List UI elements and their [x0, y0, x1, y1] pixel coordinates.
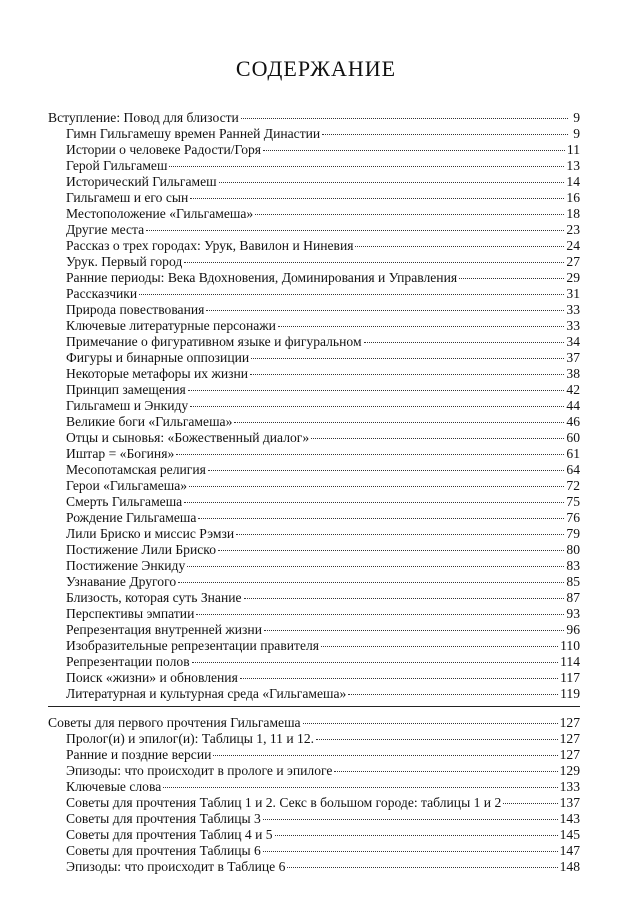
toc-entry-label: Советы для прочтения Таблиц 1 и 2. Секс в большом городе: таблицы 1 и 2 — [66, 795, 502, 810]
toc-page-number: 44 — [566, 398, 580, 413]
dot-leader — [176, 454, 564, 455]
dot-leader — [187, 566, 564, 567]
dot-leader — [355, 246, 564, 247]
dot-leader — [189, 486, 564, 487]
toc-entry-label: Постижение Лили Бриско — [66, 542, 217, 557]
toc-entry-label: Советы для прочтения Таблицы 3 — [66, 811, 261, 826]
toc-entry[interactable] — [0, 158, 632, 174]
toc-entry-label: Ключевые литературные персонажи — [66, 318, 276, 333]
toc-entry-label: Ранние периоды: Века Вдохновения, Доминирования и Управления — [66, 270, 458, 285]
dot-leader — [218, 550, 564, 551]
toc-entry[interactable] — [0, 747, 632, 763]
toc-page-number: 16 — [566, 190, 580, 205]
toc-entry-label: Гимн Гильгамешу времен Ранней Династии — [66, 126, 321, 141]
toc-entry-label: Советы для прочтения Таблицы 6 — [66, 843, 261, 858]
toc-entry-label: Рассказ о трех городах: Урук, Вавилон и Ниневия — [66, 238, 354, 253]
toc-entry-label: Эпизоды: что происходит в Таблице 6 — [66, 859, 286, 874]
toc-entry[interactable] — [0, 590, 632, 606]
toc-entry-label: Фигуры и бинарные оппозиции — [66, 350, 250, 365]
toc-page-number: 14 — [566, 174, 580, 189]
dot-leader — [255, 214, 564, 215]
toc-entry-label: Некоторые метафоры их жизни — [66, 366, 249, 381]
toc-entry[interactable] — [0, 811, 632, 827]
toc-entry-label: Ранние и поздние версии — [66, 747, 212, 762]
toc-entry-label: Иштар = «Богиня» — [66, 446, 175, 461]
toc-page-number: 127 — [559, 747, 580, 762]
toc-section-heading[interactable] — [0, 715, 632, 731]
toc-page-number: 127 — [559, 715, 580, 730]
toc-entry[interactable] — [0, 398, 632, 414]
toc-entry-label: Гильгамеш и его сын — [66, 190, 189, 205]
toc-page-number: 37 — [566, 350, 580, 365]
toc-entry-label: Великие боги «Гильгамеша» — [66, 414, 233, 429]
dot-leader — [146, 230, 564, 231]
toc-entry-label: Вступление: Повод для близости — [48, 110, 239, 125]
toc-entry[interactable] — [0, 382, 632, 398]
dot-leader — [188, 390, 565, 391]
dot-leader — [206, 310, 564, 311]
toc-page-number: 31 — [566, 286, 580, 301]
toc-entry[interactable] — [0, 763, 632, 779]
dot-leader — [287, 867, 557, 868]
toc-entry-label: Местоположение «Гильгамеша» — [66, 206, 254, 221]
toc-entry-label: Лили Бриско и миссис Рэмзи — [66, 526, 235, 541]
toc-page-number: 133 — [559, 779, 580, 794]
toc-entry[interactable] — [0, 190, 632, 206]
toc-entry[interactable] — [0, 318, 632, 334]
dot-leader — [263, 819, 558, 820]
dot-leader — [250, 374, 564, 375]
toc-page-number: 46 — [566, 414, 580, 429]
toc-entry[interactable] — [0, 558, 632, 574]
dot-leader — [198, 518, 564, 519]
toc-page-number: 24 — [566, 238, 580, 253]
toc-entry[interactable] — [0, 795, 632, 811]
dot-leader — [275, 835, 558, 836]
toc-entry[interactable] — [0, 542, 632, 558]
dot-leader — [322, 134, 568, 135]
dot-leader — [334, 771, 557, 772]
toc-page-number: 27 — [566, 254, 580, 269]
toc-entry[interactable] — [0, 222, 632, 238]
toc-entry-label: Советы для первого прочтения Гильгамеша — [48, 715, 301, 730]
dot-leader — [219, 182, 565, 183]
dot-leader — [264, 630, 564, 631]
toc-entry[interactable] — [0, 670, 632, 686]
toc-page-number: 110 — [560, 638, 580, 653]
toc-entry[interactable] — [0, 430, 632, 446]
dot-leader — [503, 803, 557, 804]
toc-entry[interactable] — [0, 462, 632, 478]
toc-entry[interactable] — [0, 174, 632, 190]
dot-leader — [278, 326, 564, 327]
toc-entry-label: Изобразительные репрезентации правителя — [66, 638, 320, 653]
dot-leader — [364, 342, 565, 343]
dot-leader — [311, 438, 564, 439]
toc-page-number: 38 — [566, 366, 580, 381]
dot-leader — [213, 755, 557, 756]
dot-leader — [234, 422, 564, 423]
page-title: СОДЕРЖАНИЕ — [235, 56, 397, 81]
toc-entry-label: Смерть Гильгамеша — [66, 494, 183, 509]
dot-leader — [263, 851, 558, 852]
toc-entry[interactable] — [0, 654, 632, 670]
dot-leader — [208, 470, 565, 471]
toc-entry-label: Герои «Гильгамеша» — [66, 478, 188, 493]
dot-leader — [263, 150, 565, 151]
dot-leader — [163, 787, 557, 788]
toc-page-number: 13 — [566, 158, 580, 173]
dot-leader — [178, 582, 564, 583]
toc-entry[interactable] — [0, 859, 632, 875]
toc-entry[interactable] — [0, 731, 632, 747]
toc-page-number: 64 — [566, 462, 580, 477]
toc-entry-label: Примечание о фигуративном языке и фигуральном — [66, 334, 362, 349]
toc-entry[interactable] — [0, 638, 632, 654]
toc-entry[interactable] — [0, 779, 632, 795]
toc-page-number: 60 — [566, 430, 580, 445]
toc-entry[interactable] — [0, 414, 632, 430]
toc-entry-label: Репрезентация внутренней жизни — [66, 622, 262, 637]
toc-page-number: 119 — [560, 686, 580, 701]
toc-entry-label: Истории о человеке Радости/Горя — [66, 142, 262, 157]
toc-entry[interactable] — [0, 254, 632, 270]
toc-page-number: 83 — [566, 558, 580, 573]
toc-entry-label: Постижение Энкиду — [66, 558, 186, 573]
dot-leader — [241, 118, 568, 119]
toc-page-number: 33 — [566, 302, 580, 317]
toc-page-number: 9 — [573, 126, 580, 141]
toc-section — [0, 110, 632, 707]
toc-page-number: 143 — [559, 811, 580, 826]
dot-leader — [169, 166, 564, 167]
toc-entry-label: Пролог(и) и эпилог(и): Таблицы 1, 11 и 12. — [66, 731, 315, 746]
toc-page-number: 61 — [566, 446, 580, 461]
dot-leader — [251, 358, 564, 359]
toc-page-number: 127 — [559, 731, 580, 746]
toc-entry[interactable] — [0, 334, 632, 350]
toc-page-number: 80 — [566, 542, 580, 557]
toc-entry[interactable] — [0, 270, 632, 286]
dot-leader — [459, 278, 564, 279]
toc-page-number: 85 — [566, 574, 580, 589]
toc-entry-label: Узнавание Другого — [66, 574, 177, 589]
toc-page-number: 145 — [559, 827, 580, 842]
toc-page-number: 72 — [566, 478, 580, 493]
toc-page-number: 29 — [566, 270, 580, 285]
toc-page-number: 79 — [566, 526, 580, 541]
toc-entry[interactable] — [0, 622, 632, 638]
dot-leader — [321, 646, 558, 647]
toc-entry-label: Перспективы эмпатии — [66, 606, 195, 621]
toc-entry-label: Урук. Первый город — [66, 254, 183, 269]
toc-entry[interactable] — [0, 510, 632, 526]
toc-page-number: 117 — [560, 670, 580, 685]
table-of-contents — [0, 110, 632, 875]
dot-leader — [139, 294, 564, 295]
toc-entry[interactable] — [0, 206, 632, 222]
toc-page-number: 96 — [566, 622, 580, 637]
toc-entry-label: Близость, которая суть Знание — [66, 590, 242, 605]
toc-page-number: 93 — [566, 606, 580, 621]
toc-entry[interactable] — [0, 478, 632, 494]
dot-leader — [244, 598, 565, 599]
dot-leader — [184, 502, 564, 503]
toc-page-number: 75 — [566, 494, 580, 509]
toc-page-number: 129 — [559, 763, 580, 778]
toc-entry[interactable] — [0, 142, 632, 158]
toc-entry-label: Исторический Гильгамеш — [66, 174, 217, 189]
toc-entry-label: Отцы и сыновья: «Божественный диалог» — [66, 430, 310, 445]
toc-entry-label: Природа повествования — [66, 302, 205, 317]
toc-entry[interactable] — [0, 827, 632, 843]
toc-page-number: 137 — [559, 795, 580, 810]
toc-entry-label: Советы для прочтения Таблиц 4 и 5 — [66, 827, 273, 842]
dot-leader — [316, 739, 558, 740]
toc-entry-label: Герой Гильгамеш — [66, 158, 168, 173]
toc-entry-label: Эпизоды: что происходит в прологе и эпилоге — [66, 763, 333, 778]
toc-entry[interactable] — [0, 606, 632, 622]
toc-entry[interactable] — [0, 574, 632, 590]
toc-entry-label: Рождение Гильгамеша — [66, 510, 197, 525]
toc-entry[interactable] — [0, 286, 632, 302]
dot-leader — [192, 662, 558, 663]
toc-entry[interactable] — [0, 126, 632, 142]
toc-entry-label: Другие места — [66, 222, 145, 237]
toc-entry[interactable] — [0, 366, 632, 382]
toc-page-number: 87 — [566, 590, 580, 605]
toc-section-heading[interactable] — [0, 110, 632, 126]
toc-entry-label: Репрезентации полов — [66, 654, 190, 669]
section-divider — [48, 706, 580, 707]
toc-page-number: 148 — [559, 859, 580, 874]
toc-page-number: 114 — [560, 654, 580, 669]
toc-page-number: 42 — [566, 382, 580, 397]
dot-leader — [184, 262, 564, 263]
toc-entry-label: Рассказчики — [66, 286, 138, 301]
toc-entry[interactable] — [0, 843, 632, 859]
dot-leader — [190, 198, 564, 199]
dot-leader — [240, 678, 558, 679]
toc-page-number: 9 — [573, 110, 580, 125]
toc-entry[interactable] — [0, 350, 632, 366]
dot-leader — [190, 406, 564, 407]
toc-entry[interactable] — [0, 686, 632, 702]
toc-page-number: 18 — [566, 206, 580, 221]
toc-page-number: 147 — [559, 843, 580, 858]
dot-leader — [303, 723, 558, 724]
toc-entry[interactable] — [0, 446, 632, 462]
toc-entry[interactable] — [0, 494, 632, 510]
toc-entry[interactable] — [0, 238, 632, 254]
toc-page-number: 76 — [566, 510, 580, 525]
toc-entry-label: Литературная и культурная среда «Гильгамеша» — [66, 686, 347, 701]
dot-leader — [236, 534, 564, 535]
toc-entry-label: Ключевые слова — [66, 779, 162, 794]
dot-leader — [196, 614, 564, 615]
toc-entry[interactable] — [0, 302, 632, 318]
toc-section — [0, 715, 632, 875]
toc-entry[interactable] — [0, 526, 632, 542]
toc-page-number: 23 — [566, 222, 580, 237]
toc-entry-label: Месопотамская религия — [66, 462, 206, 477]
toc-entry-label: Принцип замещения — [66, 382, 186, 397]
toc-page-number: 11 — [566, 142, 580, 157]
toc-page-number: 34 — [566, 334, 580, 349]
toc-page-number: 33 — [566, 318, 580, 333]
toc-entry-label: Поиск «жизни» и обновления — [66, 670, 238, 685]
dot-leader — [348, 694, 558, 695]
toc-entry-label: Гильгамеш и Энкиду — [66, 398, 189, 413]
